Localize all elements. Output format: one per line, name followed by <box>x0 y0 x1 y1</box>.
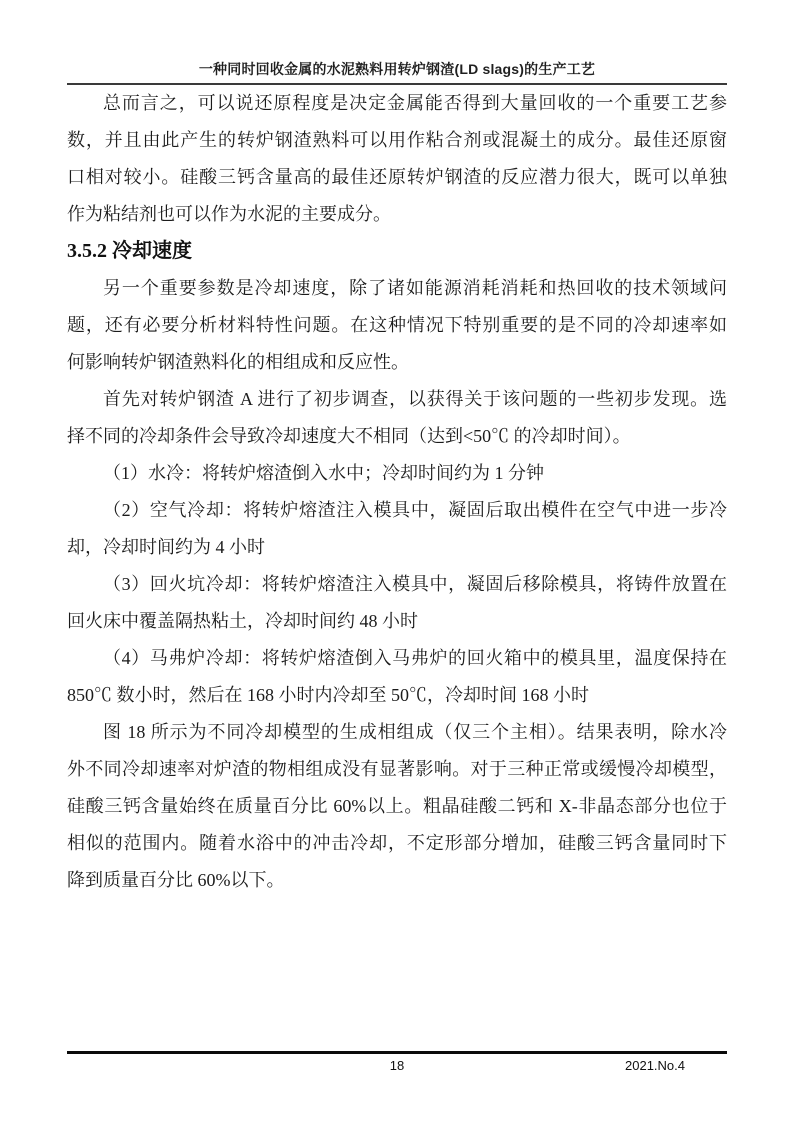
text-line: （4）马弗炉冷却：将转炉熔渣倒入马弗炉的回火箱中的模具里，温度保持在 <box>103 648 727 668</box>
paragraph-cooling-intro <box>67 270 727 381</box>
page-number: 18 <box>389 1058 405 1073</box>
text-line: 择不同的冷却条件会导致冷却速度大不相同（达到<50℃ 的冷却时间）。 <box>67 426 631 446</box>
page-footer <box>67 1051 727 1074</box>
text-line: 题，还有必要分析材料特性问题。在这种情况下特别重要的是不同的冷却速率如 <box>67 315 727 335</box>
section-heading: 3.5.2 冷却速度 <box>67 240 192 262</box>
text-line: 首先对转炉钢渣 A 进行了初步调查，以获得关于该问题的一些初步发现。选 <box>103 389 727 409</box>
paragraph-investigation <box>67 381 727 455</box>
list-item-water-cooling <box>67 455 727 492</box>
text-line: 降到质量百分比 60%以下。 <box>67 870 285 890</box>
issue-label: 2021.No.4 <box>625 1058 685 1073</box>
text-line: 相似的范围内。随着水浴中的冲击冷却，不定形部分增加，硅酸三钙含量同时下 <box>67 833 727 853</box>
text-line: 总而言之，可以说还原程度是决定金属能否得到大量回收的一个重要工艺参 <box>103 93 727 113</box>
text-line: 外不同冷却速率对炉渣的物相组成没有显著影响。对于三种正常或缓慢冷却模型， <box>67 759 727 779</box>
page-header <box>67 60 727 85</box>
text-line: 另一个重要参数是冷却速度，除了诸如能源消耗消耗和热回收的技术领域问 <box>103 278 727 298</box>
text-line: （2）空气冷却：将转炉熔渣注入模具中，凝固后取出模件在空气中进一步冷 <box>103 500 727 520</box>
footer-rule <box>67 1051 727 1054</box>
text-line: 却，冷却时间约为 4 小时 <box>67 537 265 557</box>
text-line: 回火床中覆盖隔热粘土，冷却时间约 48 小时 <box>67 611 418 631</box>
document-body <box>67 85 727 899</box>
running-title: 一种同时回收金属的水泥熟料用转炉钢渣(LD slags)的生产工艺 <box>198 61 596 77</box>
paragraph-summary <box>67 85 727 233</box>
text-line: 作为粘结剂也可以作为水泥的主要成分。 <box>67 204 391 224</box>
list-item-tempering-pit-cooling <box>67 566 727 640</box>
text-line: 图 18 所示为不同冷却模型的生成相组成（仅三个主相）。结果表明，除水冷 <box>103 722 727 742</box>
text-line: （3）回火坑冷却：将转炉熔渣注入模具中，凝固后移除模具，将铸件放置在 <box>103 574 727 594</box>
list-item-muffle-furnace-cooling <box>67 640 727 714</box>
paragraph-results <box>67 714 727 899</box>
text-line: 硅酸三钙含量始终在质量百分比 60%以上。粗晶硅酸二钙和 X-非晶态部分也位于 <box>67 796 727 816</box>
list-item-air-cooling <box>67 492 727 566</box>
text-line: 数，并且由此产生的转炉钢渣熟料可以用作粘合剂或混凝土的成分。最佳还原窗 <box>67 130 727 150</box>
text-line: 850℃ 数小时，然后在 168 小时内冷却至 50℃，冷却时间 168 小时 <box>67 685 589 705</box>
text-line: 口相对较小。硅酸三钙含量高的最佳还原转炉钢渣的反应潜力很大，既可以单独 <box>67 167 727 187</box>
text-line: 何影响转炉钢渣熟料化的相组成和反应性。 <box>67 352 409 372</box>
footer-row <box>67 1058 727 1074</box>
text-line: （1）水冷：将转炉熔渣倒入水中；冷却时间约为 1 分钟 <box>103 463 544 483</box>
